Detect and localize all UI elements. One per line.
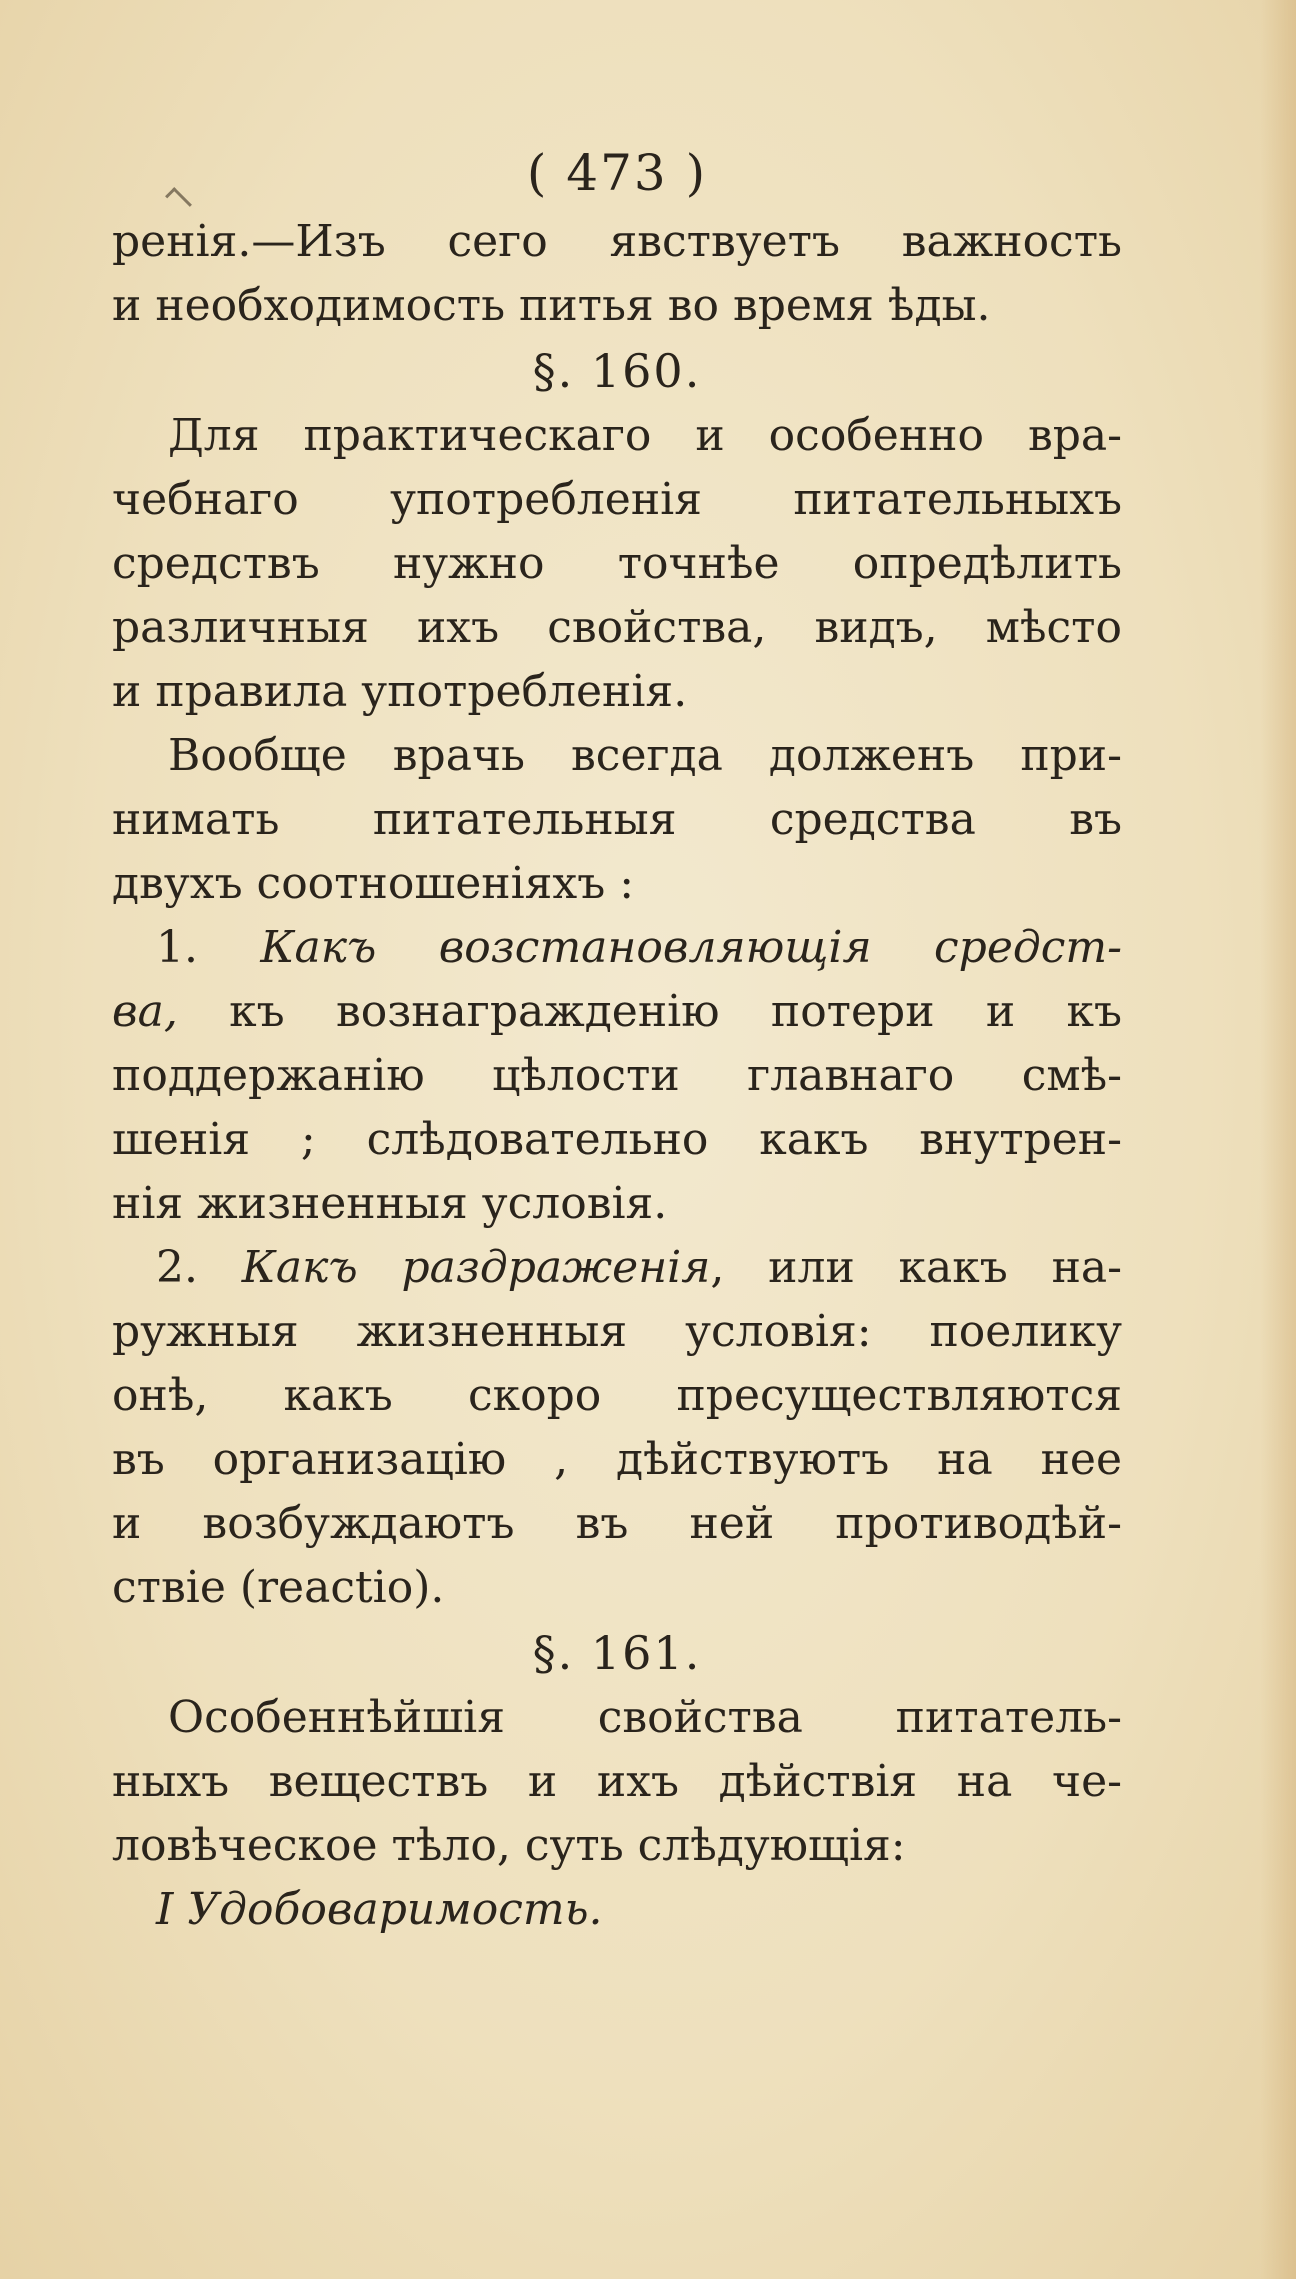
text-line-20: и возбуждаютъ въ ней противодѣй- — [112, 1498, 1122, 1549]
list-item-1-title: Какъ возстановляющія средст- — [260, 922, 1122, 973]
list-item-2-title: Какъ раздраженія — [241, 1242, 711, 1293]
text-line-21: ствіе (reactio). — [112, 1562, 445, 1613]
text-line-10: двухъ соотношеніяхъ : — [112, 858, 635, 909]
list-number-1: 1. — [156, 922, 198, 973]
page-spine-shadow — [1260, 0, 1296, 2279]
text-line-11 — [112, 916, 1122, 980]
list-item-1-title-end: ва, — [112, 986, 178, 1037]
subheading-digestibility: I Удобоваримость. — [156, 1884, 603, 1935]
text-line-16 — [112, 1236, 1122, 1300]
text-line-2: и необходимость питья во время ѣды. — [112, 280, 991, 331]
text-line-24: ловѣческое тѣло, суть слѣдующія: — [112, 1820, 906, 1871]
page-text — [112, 140, 1122, 1942]
text-line-4: чебнаго употребленія питательныхъ — [112, 474, 1122, 525]
text-line-19: въ организацію , дѣйствуютъ на нее — [112, 1434, 1122, 1485]
text-line-17: ружныя жизненныя условія: поелику — [112, 1306, 1122, 1357]
text-line-6: различныя ихъ свойства, видъ, мѣсто — [112, 602, 1122, 653]
text-line-18: онѣ, какъ скоро пресуществляются — [112, 1370, 1122, 1421]
list-item-2-text: , или какъ на- — [710, 1242, 1122, 1293]
list-item-1-text: къ вознагражденію потери и къ — [229, 986, 1122, 1037]
text-line-23: ныхъ веществъ и ихъ дѣйствія на че- — [112, 1756, 1122, 1807]
text-line-1: ренія.—Изъ сего явствуетъ важность — [112, 216, 1122, 267]
section-heading-160: §. 160. — [532, 344, 702, 398]
section-heading-161: §. 161. — [532, 1626, 702, 1680]
text-line-22: Особеннѣйшія свойства питатель- — [168, 1692, 1122, 1743]
text-line-7: и правила употребленія. — [112, 666, 688, 717]
text-line-14: шенія ; слѣдовательно какъ внутрен- — [112, 1114, 1122, 1165]
text-line-12 — [112, 980, 1122, 1044]
text-line-9: нимать питательныя средства въ — [112, 794, 1122, 845]
text-line-13: поддержанію цѣлости главнаго смѣ- — [112, 1050, 1122, 1101]
text-line-8: Вообще врачь всегда долженъ при- — [168, 730, 1122, 781]
text-line-5: средствъ нужно точнѣе опредѣлить — [112, 538, 1122, 589]
list-number-2: 2. — [156, 1242, 198, 1293]
text-line-3: Для практическаго и особенно вра- — [168, 410, 1122, 461]
text-line-15: нія жизненныя условія. — [112, 1178, 668, 1229]
page-number: ( 473 ) — [526, 144, 708, 202]
